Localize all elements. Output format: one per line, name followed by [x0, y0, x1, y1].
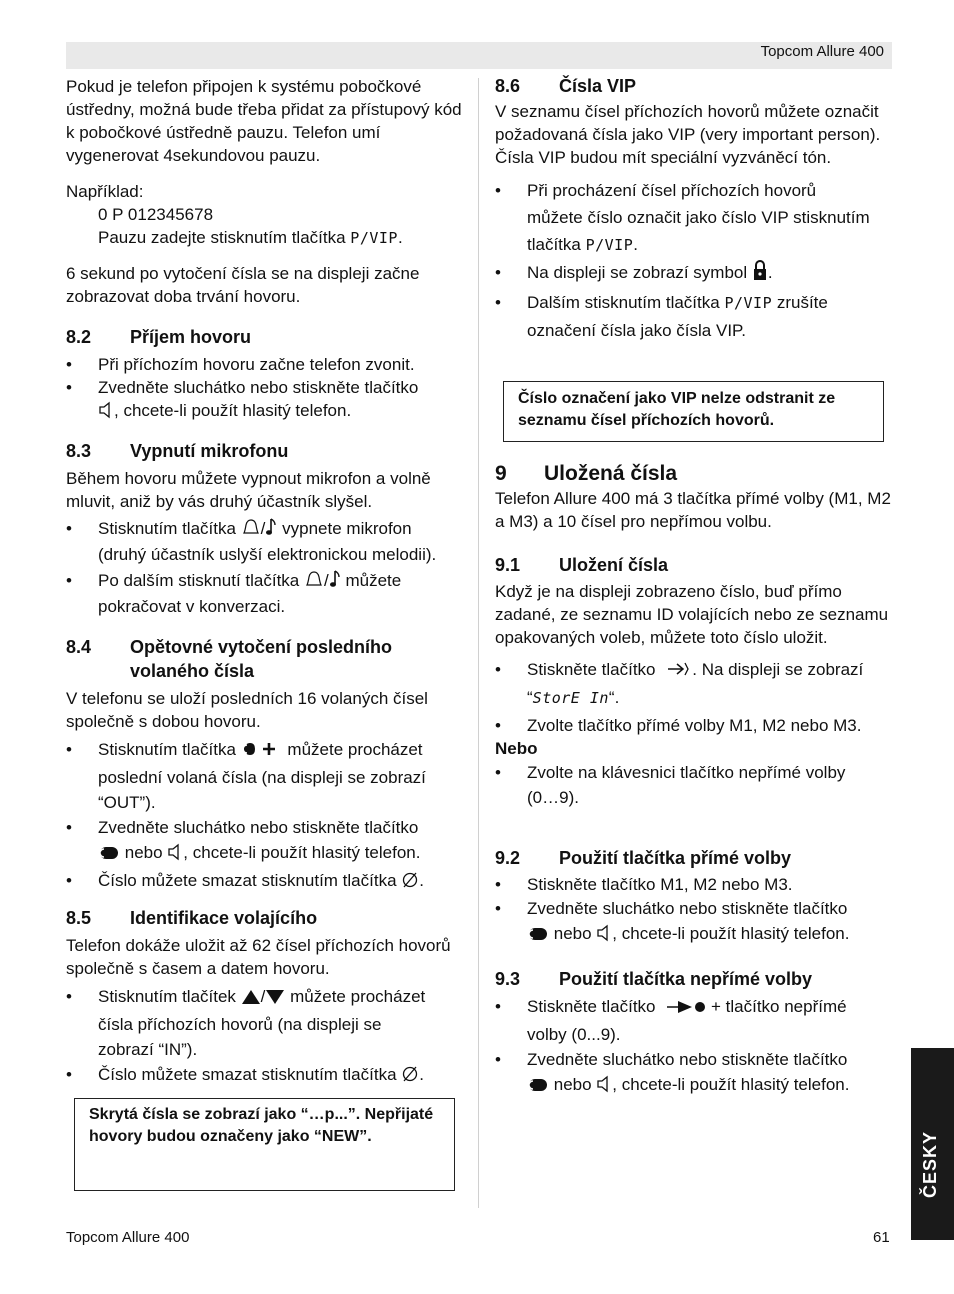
- bullet-text: Číslo můžete smazat stisknutím tlačítka: [98, 1065, 397, 1084]
- indirect-memory-icon: [666, 997, 706, 1022]
- bullet-text: Číslo můžete smazat stisknutím tlačítka: [98, 871, 397, 890]
- intro-paragraph: [66, 75, 466, 167]
- store-arrow-icon: [666, 660, 692, 685]
- section-9-2: [495, 846, 895, 949]
- bullet-text: pokračovat v konverzaci.: [98, 597, 286, 616]
- bullet-text: “OUT”).: [98, 793, 156, 812]
- section-title: Identifikace volajícího: [130, 908, 318, 928]
- bullet-text: Na displeji se zobrazí symbol: [527, 263, 748, 282]
- section-text: Během hovoru můžete vypnout mikrofon a volně mluvit, aniž by vás druhý účastník slyšel.: [66, 469, 431, 511]
- section-text: Když je na displeji zobrazeno číslo, buď přímo zadané, ze seznamu ID volajících nebo ze seznamu opakovaných voleb, můžete toto číslo uložit.: [495, 582, 889, 647]
- list-item: • Zvedněte sluchátko nebo stiskněte tlačítko , chcete-li použít hlasitý telefon.: [66, 376, 476, 425]
- list-item: • Zvolte na klávesnici tlačítko nepřímé volby (0…9).: [495, 763, 846, 807]
- speaker-icon: [98, 401, 114, 425]
- note-box-vip: [503, 381, 884, 442]
- list-item: • Stiskněte tlačítko M1, M2 nebo M3.: [495, 875, 793, 894]
- chapter-title: Uložená čísla: [544, 462, 678, 485]
- example-block: [66, 180, 466, 250]
- section-number: 8.2: [66, 327, 92, 347]
- section-9-1: [495, 553, 895, 810]
- bullet-text: , chcete-li použít hlasitý telefon.: [612, 1075, 850, 1094]
- section-text: V telefonu se uloží posledních 16 volaných čísel společně s dobou hovoru.: [66, 689, 428, 731]
- list-item: • Zvedněte sluchátko nebo stiskněte tlačítko nebo , chcete-li použít hlasitý telefon.: [66, 815, 476, 868]
- phone-handset-icon: [527, 1075, 549, 1100]
- section-title: Příjem hovoru: [130, 327, 252, 347]
- speaker-icon: [167, 843, 183, 868]
- bullet-text: můžete procházet: [290, 987, 426, 1006]
- lock-icon: [752, 259, 768, 289]
- section-text: Čísla VIP budou mít speciální vyzváněcí tón.: [495, 148, 832, 167]
- list-item: • Stisknutím tlačítka můžete procházet poslední volaná čísla (na displeji se zobrazí “OUT”).: [66, 740, 426, 812]
- page-number: 61: [873, 1229, 890, 1246]
- section-8-6: [495, 74, 895, 344]
- bullet-text: Dalším stisknutím tlačítka: [527, 293, 720, 312]
- bullet-text: Zvedněte sluchátko nebo stiskněte tlačítko: [527, 899, 848, 918]
- phone-plus-icon: [241, 740, 283, 765]
- pvip-key-label: P/VIP: [585, 236, 634, 254]
- section-8-4: [66, 635, 476, 896]
- section-text: Telefon Allure 400 má 3 tlačítka přímé volby (M1, M2 a M3) a 10 čísel pro nepřímou volbu.: [495, 489, 891, 531]
- music-note-icon: [265, 517, 277, 543]
- bullet-text: Zvedněte sluchátko nebo stiskněte tlačítko: [98, 818, 419, 837]
- delete-icon: [401, 871, 419, 896]
- section-title: Opětovné vytočení posledního: [130, 637, 393, 657]
- speaker-icon: [596, 1075, 612, 1100]
- bullet-text: , chcete-li použít hlasitý telefon.: [612, 924, 850, 943]
- pvip-key-label: P/VIP: [350, 229, 398, 247]
- duration-text: 6 sekund po vytočení čísla se na displeji začne zobrazovat doba trvání hovoru.: [66, 264, 420, 306]
- section-title: Uložení čísla: [559, 555, 669, 575]
- section-8-2: [66, 325, 476, 425]
- section-heading: [495, 553, 895, 577]
- bullet-text: Stisknutím tlačítek: [98, 987, 236, 1006]
- list-item: • Zvolte tlačítko přímé volby M1, M2 nebo M3.: [495, 716, 862, 735]
- section-title: Čísla VIP: [559, 76, 637, 96]
- section-heading: [66, 906, 476, 930]
- section-heading: [495, 846, 895, 870]
- bullet-text: Zvedněte sluchátko nebo stiskněte tlačítko: [527, 1050, 848, 1069]
- list-item: • Zvedněte sluchátko nebo stiskněte tlačítko nebo , chcete-li použít hlasitý telefon.: [495, 1047, 895, 1100]
- list-item: • Stisknutím tlačítka / vypnete mikrofon (druhý účastník uslyší elektronickou melodii).: [66, 519, 437, 564]
- bullet-text: vypnete mikrofon: [282, 519, 412, 538]
- section-9-3: [495, 967, 895, 1100]
- list-item: • Na displeji se zobrazí symbol .: [495, 259, 895, 289]
- bullet-text: Stiskněte tlačítko: [527, 997, 656, 1016]
- list-item: • Při příchozím hovoru začne telefon zvonit.: [66, 355, 415, 374]
- pause-text: Pauzu zadejte stisknutím tlačítka: [98, 228, 346, 247]
- section-8-3: [66, 439, 476, 618]
- bullet-text: Zvolte tlačítko přímé volby M1, M2 nebo M3.: [527, 716, 862, 735]
- list-item: • Stisknutím tlačítek / můžete procházet čísla příchozích hovorů (na displeji se zobrazí “IN”).: [66, 987, 426, 1059]
- section-9: [495, 461, 895, 533]
- list-item: • Stiskněte tlačítko + tlačítko nepřímé volby (0...9).: [495, 997, 847, 1044]
- bullet-text: označení čísla jako čísla VIP.: [527, 321, 746, 340]
- display-text-store-in: StorE In: [532, 689, 609, 707]
- up-arrow-icon: [241, 987, 261, 1012]
- section-number: 8.5: [66, 908, 92, 928]
- bullet-text: (0…9).: [527, 788, 579, 807]
- phone-handset-icon: [527, 924, 549, 949]
- bullet-text: nebo: [553, 924, 592, 943]
- language-label: ČESKY: [920, 1130, 940, 1198]
- section-number: 9.3: [495, 969, 521, 989]
- list-item: • Dalším stisknutím tlačítka P/VIP zrušíte označení čísla jako čísla VIP.: [495, 293, 828, 340]
- bullet-text: Zvedněte sluchátko nebo stiskněte tlačítko: [98, 378, 419, 397]
- example-label: Například:: [66, 182, 144, 201]
- section-heading: [495, 74, 895, 98]
- bullet-text: můžete: [345, 571, 402, 590]
- bullet-text: + tlačítko nepřímé: [710, 997, 847, 1016]
- bullet-text: nebo: [553, 1075, 592, 1094]
- section-title: Vypnutí mikrofonu: [130, 441, 289, 461]
- header-bar: [66, 42, 892, 69]
- section-text: Telefon dokáže uložit až 62 čísel příchozích hovorů společně s časem a datem hovoru.: [66, 936, 451, 978]
- bullet-text: Při příchozím hovoru začne telefon zvonit.: [98, 355, 415, 374]
- duration-paragraph: [66, 262, 466, 308]
- phone-handset-icon: [98, 843, 120, 868]
- chapter-heading: [495, 461, 895, 487]
- bullet-text: poslední volaná čísla (na displeji se zobrazí: [98, 768, 426, 787]
- mute-bell-icon: [241, 517, 261, 543]
- section-number: 9.2: [495, 848, 521, 868]
- example-number: 0 P 012345678: [98, 205, 214, 224]
- bullet-text: Stiskněte tlačítko M1, M2 nebo M3.: [527, 875, 793, 894]
- list-item: • Číslo můžete smazat stisknutím tlačítka .: [66, 868, 476, 896]
- note-text: Skrytá čísla se zobrazí jako “…p...”. Nepřijaté hovory budou označeny jako “NEW”.: [89, 1106, 434, 1145]
- section-text: V seznamu čísel příchozích hovorů můžete označit požadovaná čísla jako VIP (very important person).: [495, 102, 881, 144]
- section-number: 8.6: [495, 76, 521, 96]
- pvip-key-label: P/VIP: [724, 294, 773, 312]
- bullet-text: , chcete-li použít hlasitý telefon.: [183, 843, 421, 862]
- bullet-text: Při procházení čísel příchozích hovorů: [527, 181, 817, 200]
- section-heading: [495, 967, 895, 991]
- section-heading: [66, 635, 476, 659]
- section-heading: [66, 439, 476, 463]
- bullet-text: nebo: [124, 843, 163, 862]
- speaker-icon: [596, 924, 612, 949]
- list-item: • Při procházení čísel příchozích hovorů můžete číslo označit jako číslo VIP stisknutím tlačítka P/VIP.: [495, 181, 870, 254]
- bullet-text: Stisknutím tlačítka: [98, 740, 236, 759]
- bullet-text: tlačítka: [527, 235, 581, 254]
- intro-text: Pokud je telefon připojen k systému pobočkové ústředny, možná bude třeba přidat za přístupový kód k pobočkové ústředně pauzu. Telefon umí vygenerovat 4sekundovou pauzu.: [66, 77, 462, 165]
- bullet-text: můžete procházet: [287, 740, 423, 759]
- music-note-icon: [329, 569, 341, 595]
- bullet-text: volby (0...9).: [527, 1025, 621, 1044]
- pause-line: Pauzu zadejte stisknutím tlačítka P/VIP.: [98, 228, 403, 247]
- column-divider: [478, 78, 479, 1208]
- down-arrow-icon: [265, 987, 285, 1012]
- bullet-text: . Na displeji se zobrazí: [692, 660, 864, 679]
- note-text: Číslo označení jako VIP nelze odstranit ze seznamu čísel příchozích hovorů.: [518, 390, 836, 429]
- bullet-text: Zvolte na klávesnici tlačítko nepřímé volby: [527, 763, 846, 782]
- list-item: • Po dalším stisknutí tlačítka / můžete pokračovat v konverzaci.: [66, 571, 402, 616]
- delete-icon: [401, 1065, 419, 1090]
- list-item: • Stiskněte tlačítko . Na displeji se zobrazí “StorE In“.: [495, 660, 864, 707]
- section-number: 9.1: [495, 555, 521, 575]
- list-item: • Zvedněte sluchátko nebo stiskněte tlačítko nebo , chcete-li použít hlasitý telefon.: [495, 896, 895, 949]
- bullet-text: zrušíte: [776, 293, 828, 312]
- header-title: Topcom Allure 400: [760, 43, 884, 60]
- section-8-5: [66, 906, 476, 1090]
- section-title: Použití tlačítka nepřímé volby: [559, 969, 813, 989]
- language-side-tab: [911, 1048, 954, 1240]
- bullet-text: zobrazí “IN”).: [98, 1040, 198, 1059]
- or-label: Nebo: [495, 739, 538, 758]
- chapter-number: 9: [495, 462, 507, 485]
- footer-title: Topcom Allure 400: [66, 1229, 190, 1246]
- bullet-text: Stiskněte tlačítko: [527, 660, 656, 679]
- list-item: • Číslo můžete smazat stisknutím tlačítka .: [66, 1062, 476, 1090]
- bullet-text: můžete číslo označit jako číslo VIP stisknutím: [527, 208, 870, 227]
- section-heading: [66, 325, 476, 349]
- section-number: 8.3: [66, 441, 92, 461]
- section-number: 8.4: [66, 637, 92, 657]
- note-box-hidden-numbers: [74, 1098, 455, 1191]
- bullet-text: Po dalším stisknutí tlačítka: [98, 571, 300, 590]
- bullet-text: , chcete-li použít hlasitý telefon.: [114, 401, 352, 420]
- section-title-continued: volaného čísla: [130, 661, 255, 681]
- mute-bell-icon: [304, 569, 324, 595]
- bullet-text: Stisknutím tlačítka: [98, 519, 236, 538]
- section-title: Použití tlačítka přímé volby: [559, 848, 792, 868]
- bullet-text: (druhý účastník uslyší elektronickou melodii).: [98, 545, 437, 564]
- bullet-text: čísla příchozích hovorů (na displeji se: [98, 1015, 382, 1034]
